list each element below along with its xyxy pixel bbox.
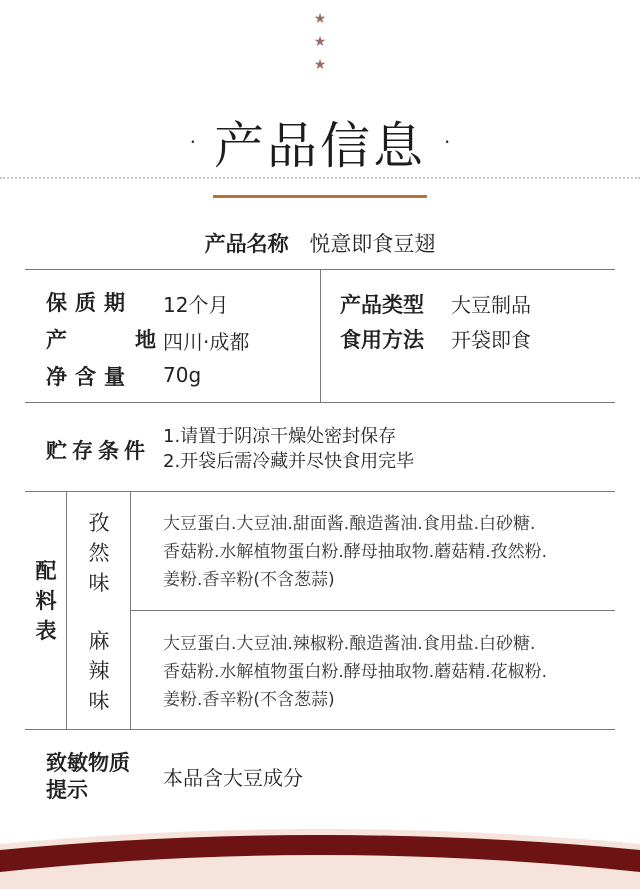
ingredients-label: 配料表 <box>35 559 57 643</box>
flavor-name-spicy: 麻辣味 <box>88 629 110 713</box>
table-rule <box>25 729 615 730</box>
usage-label: 食用方法 <box>340 328 424 352</box>
allergen-label-line: 提示 <box>46 778 88 802</box>
table-rule <box>131 610 615 611</box>
column-divider <box>130 492 131 729</box>
flavor-ingredients-cumin <box>163 510 547 594</box>
star-decoration <box>0 8 640 77</box>
column-divider <box>320 270 321 402</box>
storage-conditions <box>163 424 414 474</box>
storage-line: 2.开袋后需冷藏并尽快食用完毕 <box>163 451 415 472</box>
page-header <box>0 104 640 180</box>
dotted-divider <box>0 177 640 179</box>
ingredient-line: 大豆蛋白.大豆油.辣椒粉.酿造酱油.食用盐.白砂糖. <box>163 634 536 654</box>
product-name-label: 产品名称 <box>204 232 289 256</box>
table-rule <box>25 491 615 492</box>
title-dot-left: · <box>189 130 196 154</box>
net-weight-value: 70g <box>163 363 202 387</box>
flavor-ingredients-spicy <box>163 630 547 714</box>
ingredient-line: 大豆蛋白.大豆油.甜面酱.酿造酱油.食用盐.白砂糖. <box>163 514 536 534</box>
accent-bar <box>213 195 427 198</box>
star-icon: ★ <box>313 34 327 50</box>
flavor-name-cumin: 孜然味 <box>88 511 110 595</box>
footer-swoosh <box>0 820 640 889</box>
allergen-label-line: 致敏物质 <box>46 751 130 775</box>
allergen-value: 本品含大豆成分 <box>163 766 303 790</box>
ingredient-line: 香菇粉.水解植物蛋白粉.酵母抽取物.蘑菇精.花椒粉. <box>163 662 548 682</box>
allergen-label <box>46 750 130 804</box>
shelf-life-value: 12个月 <box>163 293 229 317</box>
product-name-row <box>0 228 640 258</box>
column-divider <box>66 492 67 729</box>
storage-label: 贮存条件 <box>46 439 150 463</box>
star-icon: ★ <box>313 57 327 73</box>
product-name-value: 悦意即食豆翅 <box>309 232 436 256</box>
ingredient-line: 姜粉.香辛粉(不含葱蒜) <box>163 570 335 590</box>
shelf-life-label: 保质期 <box>46 291 133 315</box>
product-type-value: 大豆制品 <box>451 293 531 317</box>
origin-value: 四川·成都 <box>163 330 250 354</box>
ingredient-line: 姜粉.香辛粉(不含葱蒜) <box>163 690 335 710</box>
title-dot-right: · <box>444 130 451 154</box>
page-title: 产品信息 <box>214 117 426 175</box>
net-weight-label: 净含量 <box>46 365 133 389</box>
origin-label: 产地 <box>46 328 156 352</box>
storage-line: 1.请置于阴凉干燥处密封保存 <box>163 426 397 447</box>
table-rule <box>25 402 615 403</box>
ingredient-line: 香菇粉.水解植物蛋白粉.酵母抽取物.蘑菇精.孜然粉. <box>163 542 548 562</box>
usage-value: 开袋即食 <box>451 328 531 352</box>
product-type-label: 产品类型 <box>340 293 424 317</box>
star-icon: ★ <box>313 11 327 27</box>
